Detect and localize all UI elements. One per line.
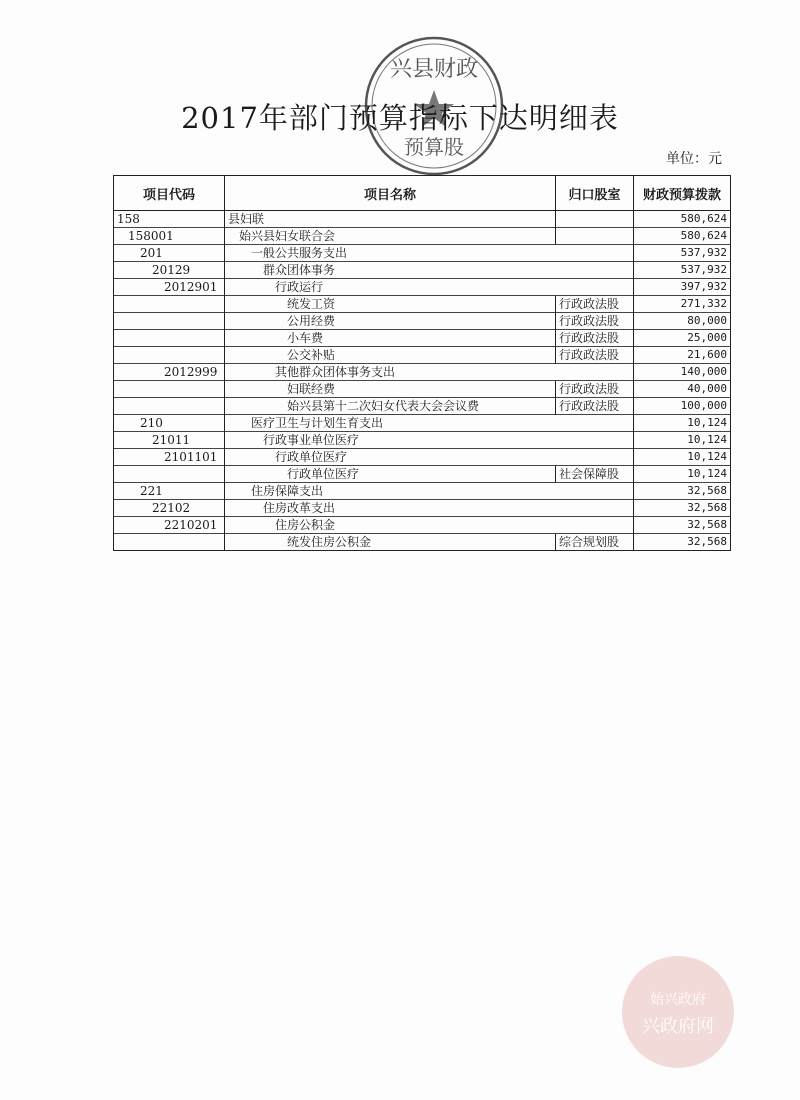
cell-dept (556, 245, 634, 262)
cell-dept: 行政政法股 (556, 398, 634, 415)
watermark-line1: 始兴政府 (650, 992, 706, 1008)
cell-code (114, 466, 225, 483)
cell-name: 行政单位医疗 (225, 449, 556, 466)
cell-amount: 10,124 (634, 432, 731, 449)
cell-name: 始兴县妇女联合会 (225, 228, 556, 245)
cell-amount: 10,124 (634, 415, 731, 432)
cell-code (114, 347, 225, 364)
table-row (114, 466, 731, 483)
cell-name: 小车费 (225, 330, 556, 347)
unit-label: 单位：元 (666, 151, 722, 167)
cell-amount: 32,568 (634, 483, 731, 500)
cell-amount: 25,000 (634, 330, 731, 347)
cell-name: 妇联经费 (225, 381, 556, 398)
cell-dept (556, 228, 634, 245)
cell-code: 2101101 (114, 449, 225, 466)
website-watermark (618, 952, 738, 1072)
cell-name: 医疗卫生与计划生育支出 (225, 415, 556, 432)
cell-dept: 社会保障股 (556, 466, 634, 483)
cell-amount: 32,568 (634, 534, 731, 551)
header-code: 项目代码 (114, 176, 225, 211)
table-row (114, 228, 731, 245)
table-row (114, 517, 731, 534)
table-row (114, 364, 731, 381)
cell-name: 行政运行 (225, 279, 556, 296)
cell-amount: 580,624 (634, 211, 731, 228)
cell-code (114, 296, 225, 313)
header-amount: 财政预算拨款 (634, 176, 731, 211)
cell-amount: 580,624 (634, 228, 731, 245)
cell-amount: 10,124 (634, 449, 731, 466)
header-dept: 归口股室 (556, 176, 634, 211)
budget-table (113, 175, 731, 551)
cell-dept (556, 415, 634, 432)
cell-code: 201 (114, 245, 225, 262)
table-row (114, 296, 731, 313)
page-title: 2017年部门预算指标下达明细表 (181, 101, 619, 135)
cell-dept (556, 483, 634, 500)
cell-dept: 行政政法股 (556, 313, 634, 330)
cell-amount: 100,000 (634, 398, 731, 415)
table-row (114, 262, 731, 279)
table-row (114, 245, 731, 262)
table-row (114, 449, 731, 466)
table-row (114, 211, 731, 228)
table-row (114, 279, 731, 296)
cell-code (114, 381, 225, 398)
table-row (114, 483, 731, 500)
table-row (114, 500, 731, 517)
cell-code (114, 534, 225, 551)
cell-name: 住房公积金 (225, 517, 556, 534)
cell-name: 行政事业单位医疗 (225, 432, 556, 449)
cell-code: 21011 (114, 432, 225, 449)
cell-dept (556, 432, 634, 449)
cell-code: 2210201 (114, 517, 225, 534)
cell-amount: 80,000 (634, 313, 731, 330)
cell-code (114, 313, 225, 330)
cell-amount: 271,332 (634, 296, 731, 313)
cell-code: 221 (114, 483, 225, 500)
table-row (114, 432, 731, 449)
table-row (114, 330, 731, 347)
cell-amount: 537,932 (634, 245, 731, 262)
cell-amount: 40,000 (634, 381, 731, 398)
cell-code: 210 (114, 415, 225, 432)
cell-name: 统发住房公积金 (225, 534, 556, 551)
cell-code (114, 398, 225, 415)
table-row (114, 534, 731, 551)
cell-amount: 32,568 (634, 500, 731, 517)
seal-bottom-text: 预算股 (404, 135, 464, 159)
cell-name: 其他群众团体事务支出 (225, 364, 556, 381)
cell-dept: 行政政法股 (556, 347, 634, 364)
cell-dept (556, 517, 634, 534)
cell-dept (556, 262, 634, 279)
cell-code: 22102 (114, 500, 225, 517)
seal-top-text: 兴县财政 (389, 57, 479, 82)
cell-code: 2012901 (114, 279, 225, 296)
cell-name: 始兴县第十二次妇女代表大会会议费 (225, 398, 556, 415)
table-row (114, 415, 731, 432)
cell-amount: 10,124 (634, 466, 731, 483)
cell-amount: 397,932 (634, 279, 731, 296)
cell-name: 公交补贴 (225, 347, 556, 364)
cell-dept: 综合规划股 (556, 534, 634, 551)
cell-name: 公用经费 (225, 313, 556, 330)
cell-amount: 21,600 (634, 347, 731, 364)
cell-amount: 32,568 (634, 517, 731, 534)
table-header-row (114, 176, 731, 211)
cell-dept (556, 500, 634, 517)
cell-amount: 140,000 (634, 364, 731, 381)
cell-dept (556, 449, 634, 466)
table-row (114, 381, 731, 398)
cell-dept (556, 364, 634, 381)
table-row (114, 313, 731, 330)
cell-dept: 行政政法股 (556, 381, 634, 398)
cell-dept: 行政政法股 (556, 296, 634, 313)
cell-name: 住房改革支出 (225, 500, 556, 517)
cell-name: 县妇联 (225, 211, 556, 228)
cell-code: 158001 (114, 228, 225, 245)
cell-code: 2012999 (114, 364, 225, 381)
cell-name: 统发工资 (225, 296, 556, 313)
cell-dept (556, 211, 634, 228)
header-name: 项目名称 (225, 176, 556, 211)
cell-name: 行政单位医疗 (225, 466, 556, 483)
cell-name: 一般公共服务支出 (225, 245, 556, 262)
cell-dept (556, 279, 634, 296)
table-row (114, 398, 731, 415)
cell-code (114, 330, 225, 347)
cell-code: 20129 (114, 262, 225, 279)
cell-code: 158 (114, 211, 225, 228)
cell-name: 群众团体事务 (225, 262, 556, 279)
cell-name: 住房保障支出 (225, 483, 556, 500)
watermark-line2: 兴政府网 (642, 1016, 714, 1037)
cell-dept: 行政政法股 (556, 330, 634, 347)
table-row (114, 347, 731, 364)
cell-amount: 537,932 (634, 262, 731, 279)
